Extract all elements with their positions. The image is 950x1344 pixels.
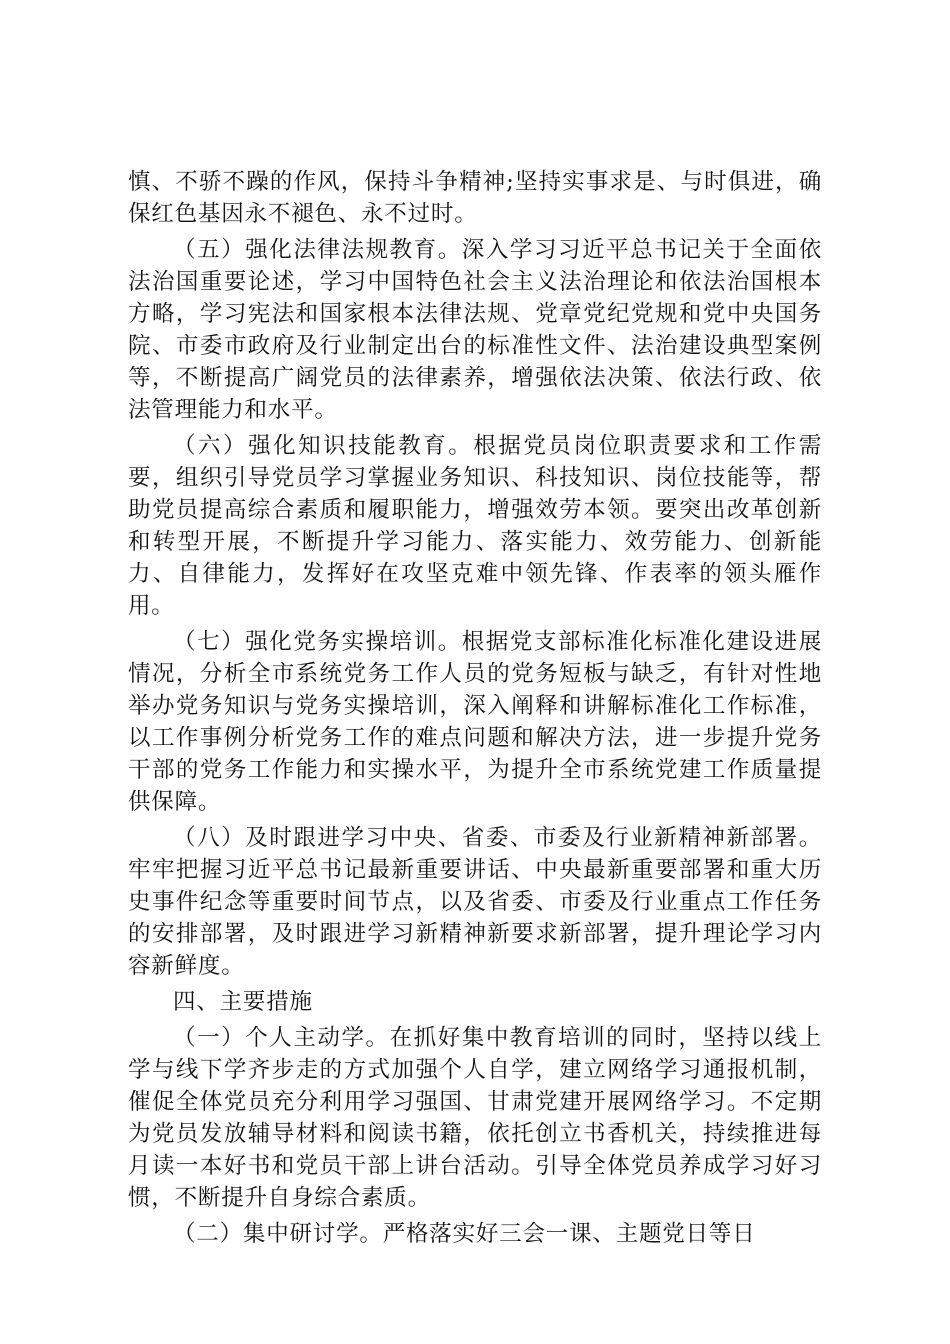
paragraph-measure-2: （二）集中研讨学。严格落实好三会一课、主题党日等日 [173,1221,756,1247]
heading-main-measures: 四、主要措施 [173,989,313,1015]
paragraph-measure-1: （一）个人主动学。在抓好集中教育培训的同时，坚持以线上学与线下学齐步走的方式加强个人自学，建立网络学习通报机制，催促全体党员充分利用学习强国、甘肃党建开展网络学习。不定期为党员发放辅导材料和阅读书籍，依托创立书香机关，持续推进每月读一本好书和党员干部上讲台活动。引导全体党员养成学习好习惯，不断提升自身综合素质。 [128,1025,822,1211]
paragraph-section-8: （八）及时跟进学习中央、省委、市委及行业新精神新部署。牢牢把握习近平总书记最新重要讲话、中央最新重要部署和重大历史事件纪念等重要时间节点，以及省委、市委及行业重点工作任务的安排部署，及时跟进学习新精神新要求新部署，提升理论学习内容新鲜度。 [128,825,822,979]
paragraph-section-5: （五）强化法律法规教育。深入学习习近平总书记关于全面依法治国重要论述，学习中国特色社会主义法治理论和依法治国根本方略，学习宪法和国家根本法律法规、党章党纪党规和党中央国务院、市委市政府及行业制定出台的标准性文件、法治建设典型案例等，不断提高广阔党员的法律素养，增强依法决策、依法行政、依法管理能力和水平。 [128,237,822,423]
paragraph-section-7: （七）强化党务实操培训。根据党支部标准化标准化建设进展情况，分析全市系统党务工作人员的党务短板与缺乏，有针对性地举办党务知识与党务实操培训，深入阐释和讲解标准化工作标准，以工作事例分析党务工作的难点问题和解决方法，进一步提升党务干部的党务工作能力和实操水平，为提升全市系统党建工作质量提供保障。 [128,629,822,815]
paragraph-continuation: 慎、不骄不躁的作风，保持斗争精神;坚持实事求是、与时俱进，确保红色基因永不褪色、永不过时。 [128,169,822,227]
document-body [128,166,822,1254]
paragraph-section-6: （六）强化知识技能教育。根据党员岗位职责要求和工作需要，组织引导党员学习掌握业务知识、科技知识、岗位技能等，帮助党员提高综合素质和履职能力，增强效劳本领。要突出改革创新和转型开展，不断提升学习能力、落实能力、效劳能力、创新能力、自律能力，发挥好在攻坚克难中领先锋、作表率的领头雁作用。 [128,433,822,619]
